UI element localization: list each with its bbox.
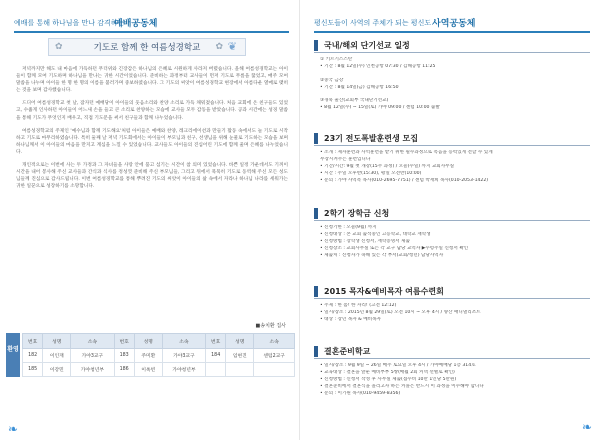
- flower-icon: ✿: [215, 42, 223, 52]
- right-header-title: 사역공동체: [432, 19, 476, 29]
- leaf-icon: ❧: [8, 422, 19, 436]
- table-cell: 이옥빈: [134, 363, 162, 377]
- section-line: • 신청방법 : 장학생 신청서, 재학증명서 제출: [320, 238, 410, 244]
- section-title: 국내/해외 단기선교 일정: [314, 40, 590, 51]
- section-body: [314, 303, 590, 324]
- table-cell: 186: [114, 363, 134, 377]
- section-body: [314, 363, 590, 398]
- table-cell: 182: [23, 349, 43, 363]
- section-body: [314, 225, 590, 260]
- col-header: 성명: [43, 334, 71, 349]
- article-title-box: [48, 38, 246, 56]
- section-line: ③경북 울산(교회부 국내단기선교): [320, 98, 389, 104]
- section-body: [314, 150, 590, 185]
- section-title: 2학기 장학금 신청: [314, 208, 590, 219]
- col-header: 소속: [71, 334, 114, 349]
- section-line: • 신청대상 : 본 교회 출석중인 고등학교, 대학교 재학생: [320, 231, 431, 237]
- section-mission-schedule: [314, 40, 590, 112]
- table-cell: 센텀2교구: [254, 349, 295, 363]
- section-line: • 기간/시간: 9월 첫 개강(15주 과정) / 오늘(수일) 까지 교회사무실: [320, 163, 455, 169]
- section-evangelism-training: [314, 133, 590, 185]
- table-cell: 185: [23, 363, 43, 377]
- table-cell: [206, 363, 226, 377]
- col-header: 성명: [226, 334, 254, 349]
- table-cell: 184: [206, 349, 226, 363]
- section-line: • 교육대상 : 결혼을 앞둔 예비부부 5쌍(매월 2회 커넥 선별로 확인): [320, 369, 455, 375]
- right-page: [300, 0, 600, 440]
- section-marriage-school: [314, 346, 590, 398]
- article-paragraph: 저녁까지만 해도 내 마음에 가득하던 무더위와 긴장감은 하나님의 은혜로 시원하게 사라져 버렸습니다. 올해 여름성경학교는 아이들이 함께 모여 기도하며 하나님을 만나는 귀한 시간이었습니다. 준비하는 과정부터 교사들이 먼저 기도로 무릎을 꿇었고, 매주 모여 말씀을 나누며 아이들 한 명 한 명의 이름을 불러가며 중보하였습니다. 그 기도의 씨앗이 여름성경학교 현장에서 아름다운 열매로 맺히는 것을 보며 감사했습니다.: [16, 67, 288, 94]
- table-cell: 가야3교구: [162, 349, 205, 363]
- table-cell: [226, 363, 254, 377]
- leaf-icon: ❧: [581, 420, 592, 434]
- col-header: 소속: [162, 334, 205, 349]
- col-header: 번호: [206, 334, 226, 349]
- table-cell: 가야청년부: [71, 363, 114, 377]
- welcome-header-row: [23, 334, 295, 349]
- col-header: 번호: [114, 334, 134, 349]
- section-scholarship: [314, 208, 590, 260]
- section-line: • 문의 : 가야 사역폭 목사(010-2695-7751) / 센텀 박재희 목사(010-2053-1422): [320, 177, 489, 183]
- section-line: • 시간 : 주일 오후반(15:30), 평일 오전반(10:00): [320, 170, 422, 176]
- section-line: • 문의 : 이기원 목사(010-9459-8356): [320, 390, 401, 396]
- left-header-subtitle: 예배를 통해 하나님을 만나 감격하는: [14, 19, 125, 27]
- section-line: • 일시/장소 : 2015년 8월 29일(토) 오전 10시 ~ 오후 4시 / 양산 애니멀리조트: [320, 309, 481, 315]
- article-body: [16, 66, 288, 196]
- table-cell: 이인재: [43, 349, 71, 363]
- section-line: • 주제 : 한 몸! 한 자리! (고전 12:12): [320, 303, 397, 308]
- table-cell: 가야3교구: [71, 349, 114, 363]
- section-line: ②중국 금강: [320, 77, 344, 83]
- section-line: • 8월 12일(수) ~ 15일(토) 가야 09:00 / 센텀 10:00 출발: [320, 105, 440, 111]
- welcome-label: 환영: [6, 333, 20, 377]
- article-signature: ■송치환 집사: [255, 323, 286, 329]
- welcome-table-block: [6, 333, 296, 377]
- table-cell: 이강민: [43, 363, 71, 377]
- table-cell: [254, 363, 295, 377]
- col-header: 번호: [23, 334, 43, 349]
- right-header: [314, 14, 590, 32]
- section-title: 결혼준비학교: [314, 346, 590, 357]
- leaf-icon: ❦: [227, 40, 237, 53]
- table-cell: 주미환: [134, 349, 162, 363]
- section-line: • 제출처 : 신청자가 속해 있는 각 부서(교회/청년) 담당사역자: [320, 252, 444, 258]
- section-line: • 신청방법 : 신청서 작성 후 사무실 제출(접수비 10만 1인당 5만원): [320, 376, 457, 382]
- left-header-title: 예배공동체: [114, 19, 158, 29]
- section-line: [320, 71, 590, 78]
- section-line: • 일시/장소 : 9월 9일 ~ 26일 매주 토요일 오후 4시 / 가야예배당 1층 314호: [320, 363, 476, 368]
- right-header-subtitle: 평신도들이 사역의 주체가 되는 평신도: [314, 19, 432, 27]
- col-header: 소속: [254, 334, 295, 349]
- table-row: [23, 349, 295, 363]
- right-header-rule: [314, 31, 590, 33]
- table-cell: 183: [114, 349, 134, 363]
- section-title: 2015 목자&예비목자 여름수련회: [314, 286, 590, 297]
- section-retreat: [314, 286, 590, 324]
- section-line: • 기간 : 8월 14일(금) 김해공항 16:50: [320, 84, 399, 90]
- section-line: • 대상 : 장년 목자 & 예비목자: [320, 316, 381, 322]
- section-line: 무장시켜주는 훈련입니다: [320, 156, 371, 162]
- table-cell: 임현진: [226, 349, 254, 363]
- article-title: 기도로 함께 한 여름성경학교: [93, 43, 201, 53]
- welcome-table: [22, 333, 295, 377]
- section-line: • 신청장소 : 교회사무실 또는 각 교구 담당 교역자 ▶수령주일 신청서 확인: [320, 245, 469, 251]
- col-header: 성명: [134, 334, 162, 349]
- section-body: [314, 57, 590, 112]
- article-paragraph: 여름성경학교의 주제인 '예수님과 함께 기도해요'처럼 아이들은 예배와 찬양, 레크리에이션과 만들기 활동 속에서도 늘 기도로 시작하고 기도로 마무리하였습니다. 특히 둘째 날 저녁 기도회에서는 아이들이 부모님과 친구, 선생님을 위해 눈물로 기도하는 모습을 보며 하나님께서 이 아이들의 마음을 만지고 계심을 느낄 수 있었습니다. 교사들도 아이들의 진심어린 기도에 함께 울며 은혜를 나누었습니다.: [16, 128, 288, 155]
- section-line: • 소개 : 제자훈련과 사역훈련을 받기 위한 필수과정으로 복음을 능력있게 전할 수 있게: [320, 150, 493, 155]
- article-paragraph: 드디어 여름성경학교 첫 날, 잠자던 예배당이 아이들의 웃음소리와 찬양 소리로 가득 채워졌습니다. 처음 교회에 온 친구들도 있었고, 수줍게 인사하던 아이들이 어느새 손을 들고 큰 소리로 찬양하는 모습에 교사들 모두 감동을 받았습니다. 공과 시간에는 성경 말씀을 통해 기도가 무엇인지 배우고, 직접 기도문을 써서 친구들과 함께 나누었습니다.: [16, 101, 288, 121]
- left-header-rule: [14, 31, 289, 33]
- flower-icon: ✿: [55, 42, 63, 52]
- section-line: [320, 92, 590, 99]
- section-line: • 기간 : 8월 12일(수) 인천공항 07:30 / 김해공항 11:25: [320, 63, 436, 69]
- article-paragraph: 개인적으로는 이번에 사는 두 가정과 그 자녀들을 사랑 안에 품고 섬기는 시간이 참 의미 있었습니다. 바쁜 일정 가운데서도 기꺼이 시간을 내어 봉사해 주신 교사들과 간식과 식사를 정성껏 준비해 주신 부모님들, 그리고 뒤에서 묵묵히 기도로 동역해 주신 모든 성도님들께 진심으로 감사드립니다. 이번 여름성경학교를 통해 뿌려진 기도의 씨앗이 아이들의 삶 속에서 자라나 하나님 나라를 세워가는 귀한 일꾼으로 성장하기를 소망합니다.: [16, 163, 288, 190]
- section-title: 23기 전도폭발훈련생 모집: [314, 133, 590, 144]
- section-line: • 신청기한 : 오늘(9월) 까지: [320, 225, 377, 230]
- section-line: ① 키르기스스탄: [320, 57, 353, 62]
- left-header: [14, 14, 289, 32]
- table-cell: 가야청년부: [162, 363, 205, 377]
- section-line: • 결혼준비에서 결혼식을 올리고자 하는 커플은 반드시 이 과정을 이수해야 합니다: [320, 383, 484, 389]
- table-row: [23, 363, 295, 377]
